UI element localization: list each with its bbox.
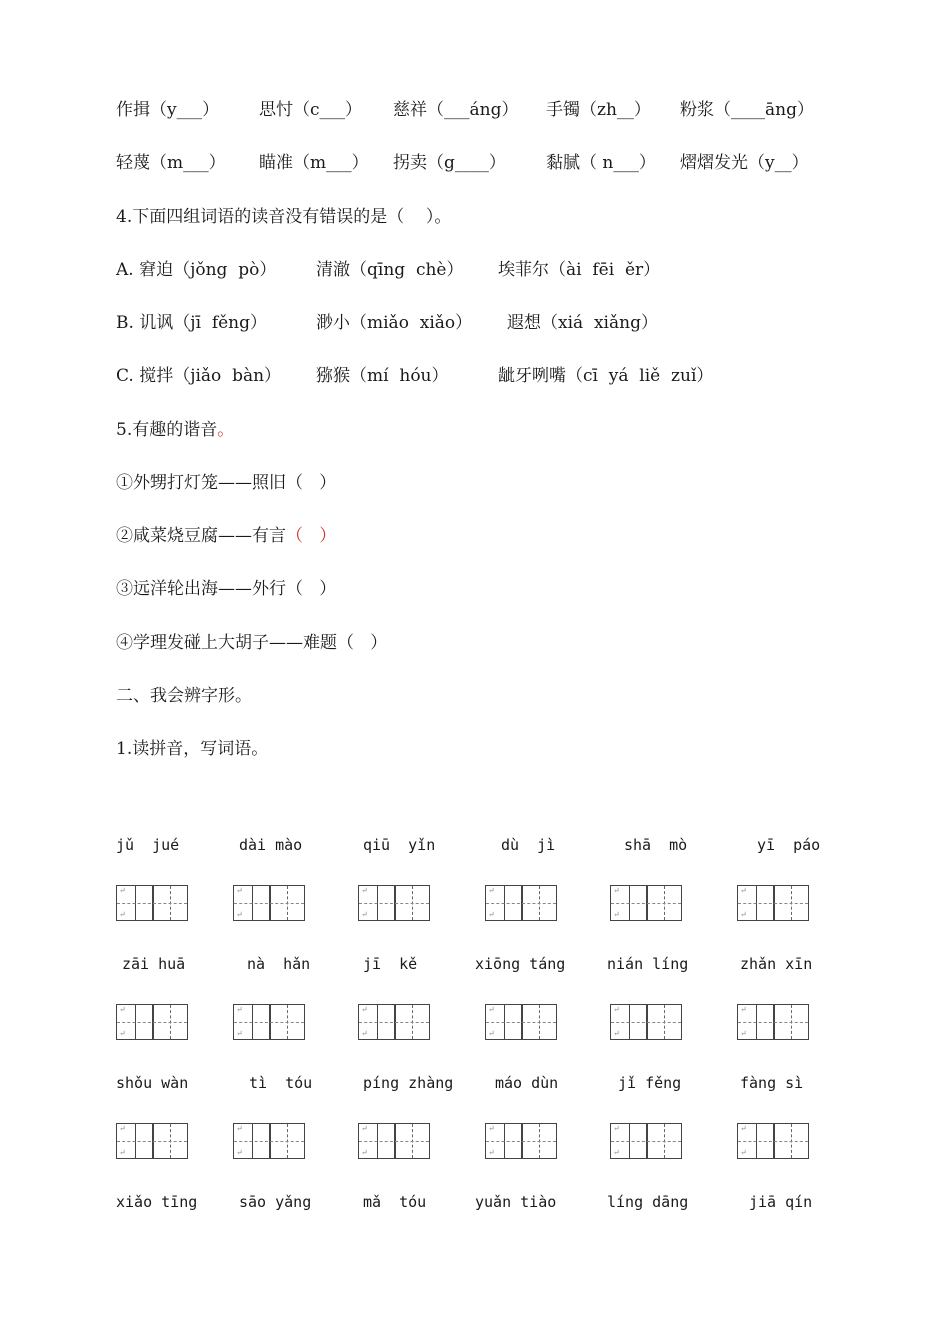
writing-grid-box[interactable] — [737, 1004, 809, 1040]
word-item: 粉浆（____āng） — [680, 100, 814, 120]
option-a-word-2: 清澈（qīng chè） — [316, 260, 464, 280]
return-mark: ↵ — [613, 886, 620, 895]
pinyin-label: mǎ tóu — [363, 1193, 427, 1211]
writing-grid-box[interactable] — [233, 1004, 305, 1040]
return-mark: ↵ — [119, 886, 126, 895]
return-mark: ↵ — [119, 1148, 126, 1157]
writing-grid-box[interactable] — [233, 1123, 305, 1159]
return-mark: ↵ — [361, 1124, 368, 1133]
return-mark: ↵ — [613, 1148, 620, 1157]
writing-grid-box[interactable] — [485, 885, 557, 921]
word-item: 思忖（c___） — [259, 100, 363, 120]
return-mark: ↵ — [361, 1029, 368, 1038]
pinyin-label: qiū yǐn — [363, 836, 436, 854]
pinyin-label: jǐ fěng — [618, 1074, 682, 1092]
q5-item-4: ④学理发碰上大胡子——难题（ ） — [116, 633, 388, 653]
return-mark: ↵ — [488, 1124, 495, 1133]
pinyin-label: shǒu wàn — [116, 1074, 189, 1092]
pinyin-label: fàng sì — [740, 1074, 804, 1092]
writing-grid-box[interactable] — [358, 1004, 430, 1040]
question-5-title-dot: 。 — [217, 420, 235, 440]
pinyin-label: sāo yǎng — [239, 1193, 312, 1211]
option-a-word-3: 埃菲尔（ài fēi ěr） — [498, 260, 661, 280]
option-c-word-1: C. 搅拌（jiǎo bàn） — [116, 366, 282, 386]
return-mark: ↵ — [119, 1005, 126, 1014]
writing-grid-box[interactable] — [358, 1123, 430, 1159]
return-mark: ↵ — [119, 910, 126, 919]
writing-grid-box[interactable] — [485, 1123, 557, 1159]
question-5-title-text: 5.有趣的谐音 — [116, 420, 218, 440]
return-mark: ↵ — [119, 1124, 126, 1133]
pinyin-label: xiōng táng — [475, 955, 566, 973]
writing-grid-box[interactable] — [610, 885, 682, 921]
return-mark: ↵ — [236, 1005, 243, 1014]
option-b-word-3: 遐想（xiá xiǎng） — [507, 313, 658, 333]
pinyin-label: yī páo — [757, 836, 821, 854]
return-mark: ↵ — [361, 910, 368, 919]
pinyin-label: jiā qín — [749, 1193, 813, 1211]
return-mark: ↵ — [236, 1124, 243, 1133]
option-a-word-1: A. 窘迫（jǒng pò） — [116, 260, 277, 280]
word-item: 手镯（zh__） — [546, 100, 651, 120]
pinyin-label: zāi huā — [122, 955, 186, 973]
option-b-word-1: B. 讥讽（jī fěng） — [116, 313, 267, 333]
return-mark: ↵ — [740, 1005, 747, 1014]
return-mark: ↵ — [488, 886, 495, 895]
word-item: 慈祥（___áng） — [393, 100, 519, 120]
return-mark: ↵ — [613, 1124, 620, 1133]
word-item: 轻蔑（m___） — [116, 153, 226, 173]
pinyin-label: jī kě — [363, 955, 418, 973]
pinyin-label: zhǎn xīn — [740, 955, 813, 973]
pinyin-label: shā mò — [624, 836, 688, 854]
return-mark: ↵ — [740, 1029, 747, 1038]
pinyin-label: yuǎn tiào — [475, 1193, 557, 1211]
pinyin-label: nián líng — [607, 955, 689, 973]
pinyin-label: dù jì — [501, 836, 556, 854]
writing-grid-box[interactable] — [116, 885, 188, 921]
return-mark: ↵ — [236, 910, 243, 919]
return-mark: ↵ — [361, 886, 368, 895]
pinyin-label: líng dāng — [607, 1193, 689, 1211]
word-item: 拐卖（g____） — [393, 153, 506, 173]
writing-grid-box[interactable] — [116, 1123, 188, 1159]
q5-item-2-text: ②咸菜烧豆腐——有言 — [116, 526, 286, 546]
pinyin-label: tì tóu — [249, 1074, 313, 1092]
pinyin-label: máo dùn — [495, 1074, 559, 1092]
return-mark: ↵ — [488, 1148, 495, 1157]
writing-grid-box[interactable] — [737, 885, 809, 921]
return-mark: ↵ — [613, 910, 620, 919]
pinyin-label: dài mào — [239, 836, 303, 854]
return-mark: ↵ — [361, 1148, 368, 1157]
pinyin-label: jǔ jué — [116, 836, 180, 854]
word-item: 熠熠发光（y__） — [680, 153, 809, 173]
writing-grid-box[interactable] — [116, 1004, 188, 1040]
word-item: 作揖（y___） — [116, 100, 220, 120]
q5-item-2 — [116, 524, 336, 548]
return-mark: ↵ — [613, 1005, 620, 1014]
return-mark: ↵ — [119, 1029, 126, 1038]
writing-grid-box[interactable] — [610, 1004, 682, 1040]
return-mark: ↵ — [236, 1148, 243, 1157]
pinyin-label: píng zhàng — [363, 1074, 454, 1092]
writing-grid-box[interactable] — [358, 885, 430, 921]
return-mark: ↵ — [613, 1029, 620, 1038]
return-mark: ↵ — [740, 910, 747, 919]
option-b-word-2: 渺小（miǎo xiǎo） — [316, 313, 473, 333]
writing-grid-box[interactable] — [485, 1004, 557, 1040]
question-4-title: 4.下面四组词语的读音没有错误的是（ ）。 — [116, 207, 452, 227]
q5-item-3: ③远洋轮出海——外行（ ） — [116, 579, 337, 599]
pinyin-label: xiǎo tīng — [116, 1193, 198, 1211]
return-mark: ↵ — [488, 1005, 495, 1014]
pinyin-label: nà hǎn — [247, 955, 311, 973]
word-item: 瞄准（m___） — [259, 153, 369, 173]
return-mark: ↵ — [740, 1148, 747, 1157]
return-mark: ↵ — [488, 910, 495, 919]
word-item: 黏腻（ n___） — [546, 153, 656, 173]
section-2-heading: 二、我会辨字形。 — [116, 686, 252, 706]
return-mark: ↵ — [488, 1029, 495, 1038]
option-c-word-2: 猕猴（mí hóu） — [316, 366, 449, 386]
question-5-title — [116, 418, 234, 442]
writing-grid-box[interactable] — [233, 885, 305, 921]
writing-grid-box[interactable] — [610, 1123, 682, 1159]
q5-item-1: ①外甥打灯笼——照旧（ ） — [116, 473, 337, 493]
option-c-word-3: 龇牙咧嘴（cī yá liě zuǐ） — [498, 366, 714, 386]
writing-grid-box[interactable] — [737, 1123, 809, 1159]
return-mark: ↵ — [236, 1029, 243, 1038]
return-mark: ↵ — [236, 886, 243, 895]
return-mark: ↵ — [361, 1005, 368, 1014]
return-mark: ↵ — [740, 886, 747, 895]
sub-question-1: 1.读拼音，写词语。 — [116, 739, 269, 759]
return-mark: ↵ — [740, 1124, 747, 1133]
q5-item-2-paren: （ ） — [286, 526, 337, 546]
